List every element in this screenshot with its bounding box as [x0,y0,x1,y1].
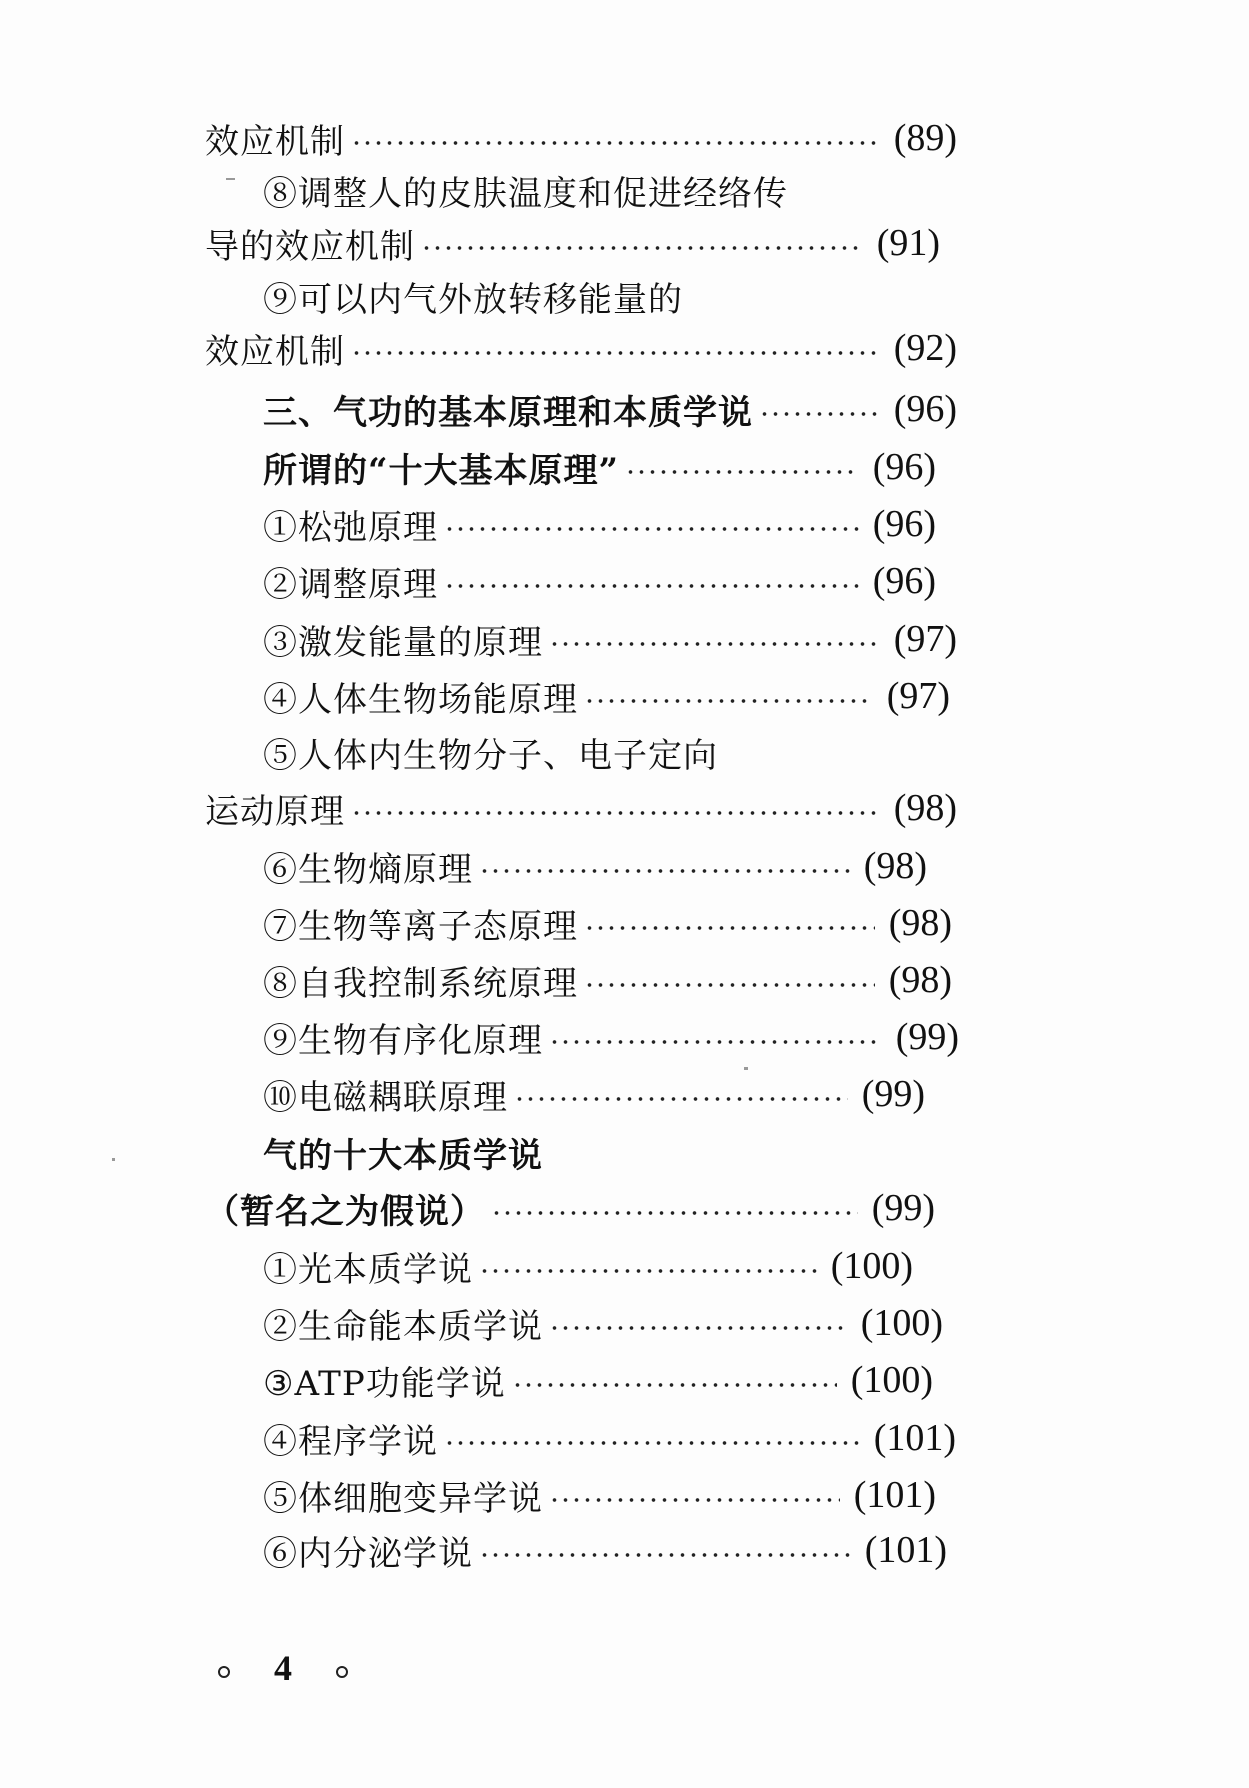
toc-entry-page: (99) [895,1016,959,1058]
dot-leader [444,525,859,533]
dot-leader [512,1381,837,1389]
toc-entry-page: (97) [893,618,957,660]
toc-subsection-heading [263,1127,543,1177]
toc-entry-title: ②生命能本质学说 [263,1306,543,1347]
dot-leader [625,468,859,476]
toc-entry [263,1525,947,1575]
toc-entry-page: (101) [853,1474,936,1516]
toc-entry-title: ⑩电磁耦联原理 [263,1077,508,1118]
toc-entry-page: (96) [872,446,936,488]
toc-entry-page: (96) [872,560,936,602]
toc-entry-page: (96) [893,388,957,430]
scan-speck [226,178,235,180]
dot-leader [444,582,859,590]
toc-entry-title: 气的十大本质学说 [263,1135,543,1176]
dot-leader [421,244,863,252]
toc-entry-page: (100) [860,1302,943,1344]
toc-entry [263,1413,956,1463]
toc-entry-page: (101) [873,1417,956,1459]
toc-entry [263,499,936,549]
scan-speck [744,1067,748,1070]
dot-leader [351,349,880,357]
toc-entry-title: （暂名之为假说） [205,1191,485,1232]
page-footer [218,1646,348,1690]
toc-section-heading [263,384,957,434]
toc-entry-title: ⑨生物有序化原理 [263,1020,543,1061]
dot-leader [584,924,875,932]
toc-entry-page: (89) [893,117,957,159]
toc-entry-title: ⑨可以内气外放转移能量的 [263,279,683,320]
scan-speck [112,1158,115,1161]
toc-subsection-heading [205,1183,935,1233]
toc-entry-title: 运动原理 [205,791,345,832]
toc-entry-title: ②调整原理 [263,564,438,605]
toc-entry [263,271,683,321]
toc-entry-page: (98) [888,959,952,1001]
toc-subsection-heading [263,442,936,492]
toc-entry-page: (97) [886,675,950,717]
toc-entry [263,1241,913,1291]
dot-leader [444,1439,860,1447]
dot-leader [549,1324,847,1332]
dot-leader [549,1496,840,1504]
toc-entry-page: (98) [863,845,927,887]
toc-entry-page: (98) [888,902,952,944]
toc-entry-title: ⑦生物等离子态原理 [263,906,578,947]
dot-leader [351,809,880,817]
toc-entry-page: (100) [850,1359,933,1401]
toc-entry-title: 所谓的“十大基本原理” [263,450,620,491]
toc-entry [263,1012,959,1062]
toc-entry-title: ④程序学说 [263,1421,438,1462]
toc-entry [263,1355,933,1405]
toc-entry-title: 效应机制 [205,331,345,372]
toc-entry-page: (101) [864,1529,947,1571]
toc-entry-page: (96) [872,503,936,545]
toc-entry [205,218,940,268]
dot-leader [479,867,850,875]
toc-entry-page: (91) [876,222,940,264]
toc-entry [263,671,950,721]
dot-leader [759,410,880,418]
toc-entry [263,165,788,215]
toc-entry-title: ④人体生物场能原理 [263,679,578,720]
toc-entry [263,556,936,606]
dot-leader [549,1038,882,1046]
toc-entry-title: ⑤人体内生物分子、电子定向 [263,735,718,776]
toc-entry-title: ⑥生物熵原理 [263,849,473,890]
toc-entry [263,614,957,664]
toc-entry-title: ①光本质学说 [263,1249,473,1290]
toc-entry-title: ③激发能量的原理 [263,622,543,663]
toc-entry [263,727,718,777]
footer-dot-left [218,1666,230,1678]
toc-entry-title: 三、气功的基本原理和本质学说 [263,392,753,433]
dot-leader [479,1551,851,1559]
dot-leader [514,1095,848,1103]
toc-entry [263,1470,936,1520]
toc-entry-title: ①松弛原理 [263,507,438,548]
toc-entry [263,898,952,948]
toc-entry-title: ③ATP功能学说 [263,1363,506,1404]
toc-entry [205,113,957,163]
toc-entry [205,323,957,373]
toc-entry [263,955,952,1005]
dot-leader [479,1267,817,1275]
toc-entry [263,1298,943,1348]
toc-entry-title: ⑥内分泌学说 [263,1533,473,1574]
toc-entry-page: (92) [893,327,957,369]
dot-leader [584,981,875,989]
toc-entry [263,841,927,891]
toc-entry [205,783,957,833]
toc-entry-title: 效应机制 [205,121,345,162]
toc-entry-page: (100) [830,1245,913,1287]
toc-entry-title: ⑧自我控制系统原理 [263,963,578,1004]
toc-entry-title: ⑤体细胞变异学说 [263,1478,543,1519]
toc-entry-page: (98) [893,787,957,829]
dot-leader [491,1209,858,1217]
dot-leader [351,139,880,147]
footer-dot-right [336,1666,348,1678]
page-number: 4 [274,1648,292,1688]
toc-entry-title: ⑧调整人的皮肤温度和促进经络传 [263,173,788,214]
toc-entry-page: (99) [861,1073,925,1115]
dot-leader [584,697,873,705]
toc-entry [263,1069,925,1119]
toc-entry-page: (99) [871,1187,935,1229]
dot-leader [549,640,880,648]
toc-entry-title: 导的效应机制 [205,226,415,267]
